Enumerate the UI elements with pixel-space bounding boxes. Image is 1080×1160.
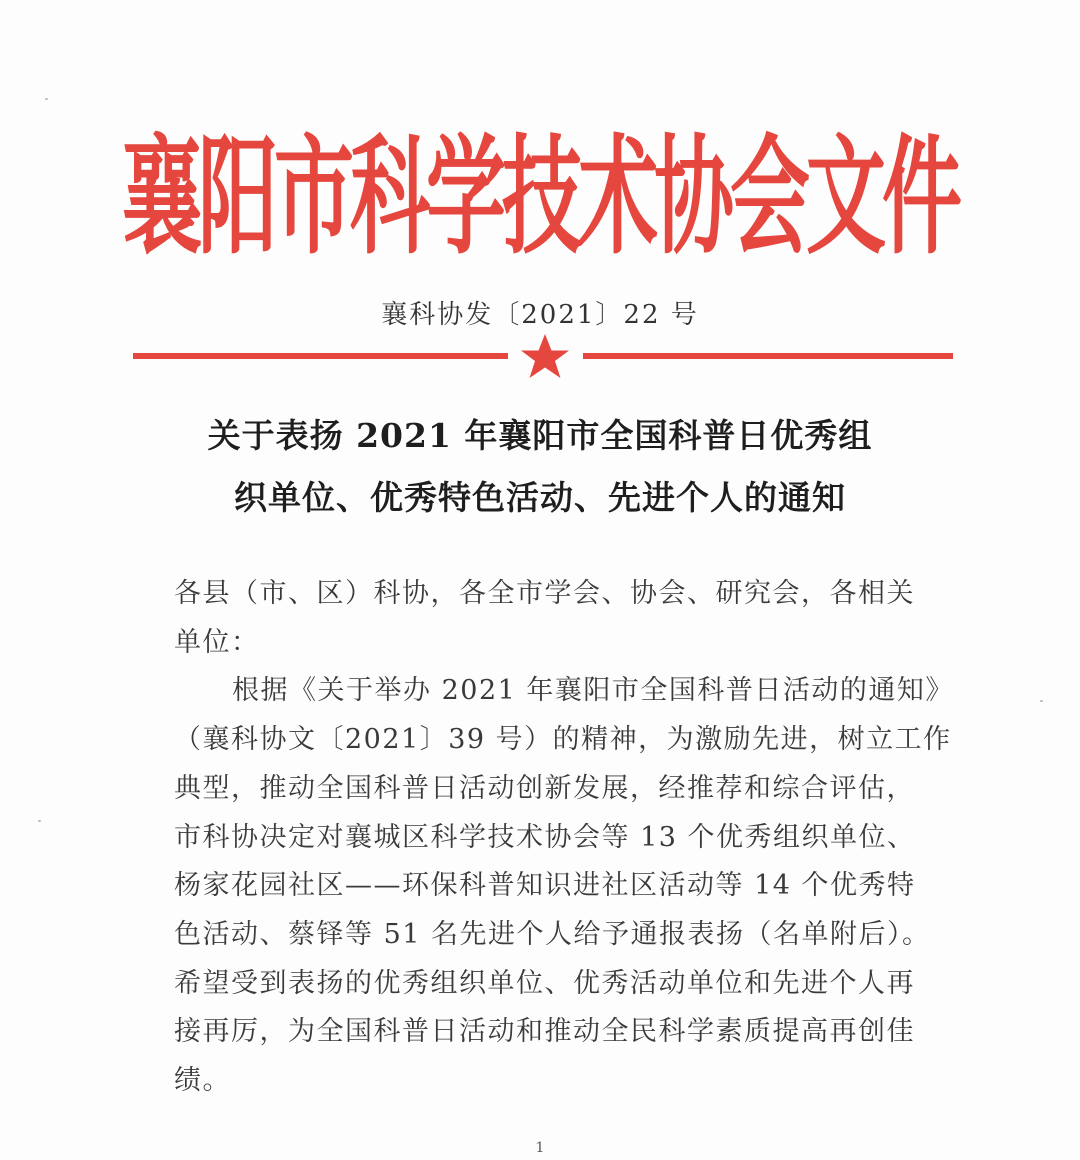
- body-line: 单位：: [174, 626, 260, 658]
- body-line: 接再厉，为全国科普日活动和推动全民科学素质提高再创佳: [174, 1016, 915, 1048]
- body-line: 根据《关于举办 2021 年襄阳市全国科普日活动的通知》: [232, 675, 954, 707]
- notice-title-line-2: 织单位、优秀特色活动、先进个人的通知: [234, 478, 846, 517]
- document-number: 襄科协发〔2021〕22 号: [381, 300, 699, 330]
- org-header-title: 襄阳市科学技术协会文件: [122, 122, 958, 272]
- body-line: 色活动、蔡铎等 51 名先进个人给予通报表扬（名单附后）。: [174, 918, 931, 950]
- separator-line-left: [133, 353, 508, 359]
- star-icon: [521, 334, 569, 378]
- body-line: 希望受到表扬的优秀组织单位、优秀活动单位和先进个人再: [174, 967, 915, 999]
- page-number: 1: [535, 1140, 545, 1156]
- body-line: 各县（市、区）科协，各全市学会、协会、研究会，各相关: [174, 578, 915, 609]
- notice-body: [174, 570, 954, 1106]
- red-separator: [0, 330, 1080, 386]
- separator-line-right: [583, 353, 953, 359]
- scan-speck: [1040, 700, 1043, 702]
- body-line: 市科协决定对襄城区科学技术协会等 13 个优秀组织单位、: [174, 821, 916, 853]
- body-line: 杨家花园社区——环保科普知识进社区活动等 14 个优秀特: [174, 870, 916, 902]
- body-line: 典型，推动全国科普日活动创新发展，经推荐和综合评估，: [174, 772, 915, 804]
- notice-title-line-1: 关于表扬 2021 年襄阳市全国科普日优秀组: [207, 416, 873, 455]
- scan-speck: [45, 98, 48, 100]
- scan-speck: [38, 820, 41, 822]
- body-line: （襄科协文〔2021〕39 号）的精神，为激励先进，树立工作: [174, 724, 952, 756]
- body-line: 绩。: [174, 1065, 231, 1097]
- notice-title: [0, 405, 1080, 529]
